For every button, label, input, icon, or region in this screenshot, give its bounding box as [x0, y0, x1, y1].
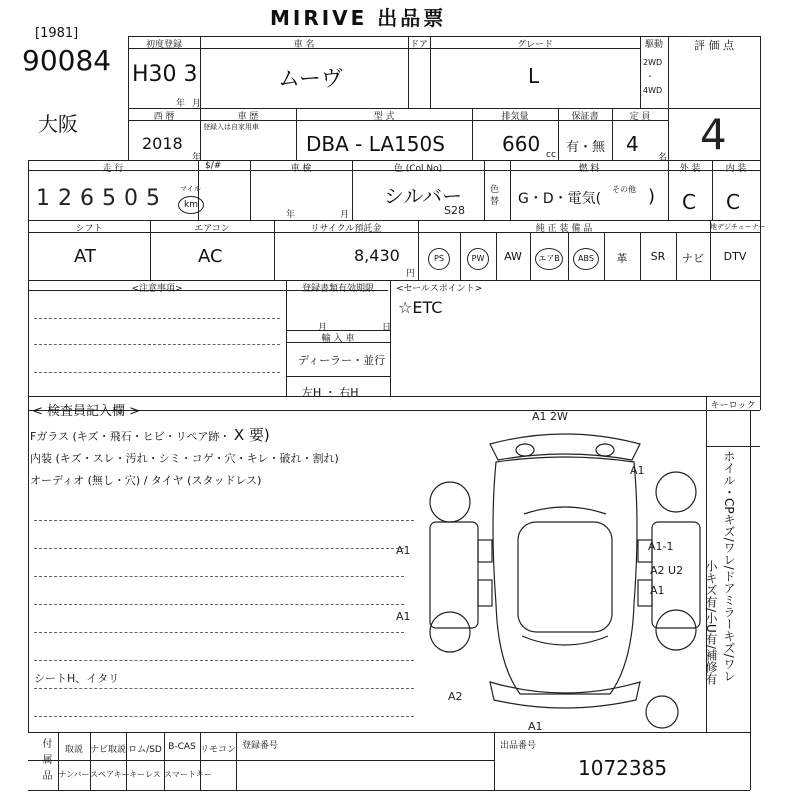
roof-outline — [518, 522, 612, 632]
equip-item: AW — [504, 250, 522, 263]
western-year-label: 西 暦 — [153, 112, 175, 122]
car-name-value: ムーヴ — [278, 67, 343, 92]
recycle-mark: $/# — [205, 161, 222, 171]
interior-label: 内 装 — [725, 164, 747, 174]
car-damage-diagram — [396, 404, 710, 734]
reg-month: 月 — [318, 323, 328, 333]
accessory-item: ナビ取説 — [90, 745, 127, 755]
color-code: S28 — [444, 204, 465, 217]
side-note-1: ホイル・CPキズ/ワレ/ドアミラーキズ/ワレ — [722, 450, 736, 682]
color-side-label: 色替 — [490, 185, 500, 207]
mileage-digit: 5 — [146, 186, 160, 211]
windshield-outline — [522, 636, 608, 645]
score-value: 4 — [700, 110, 727, 159]
glass-mark: X 要) — [233, 426, 270, 444]
color-value: シルバー — [384, 184, 463, 208]
accessory-item: 取説 — [64, 745, 83, 755]
reg-number-label: 登録番号 — [242, 741, 279, 751]
grade-value: L — [528, 64, 540, 88]
equip-abs-circle: ABS — [573, 248, 599, 270]
recycle-unit: 円 — [406, 269, 416, 279]
interior-value: C — [726, 190, 740, 214]
equip-item — [533, 246, 565, 270]
wheel-rear-left — [430, 482, 470, 522]
inspection-month: 月 — [340, 210, 350, 220]
year-unit: 年 — [176, 99, 186, 109]
capacity-label: 定 員 — [629, 112, 651, 122]
damage-mark: A1 2W — [532, 410, 568, 423]
steering-label: 左H ・ 右H — [302, 386, 359, 399]
equip-item — [570, 246, 602, 270]
import-label: 輸 入 車 — [321, 334, 355, 344]
mileage-label: 走 行 — [102, 164, 124, 174]
shift-label: シフト — [75, 224, 103, 234]
exhibit-number-value: 1072385 — [578, 756, 668, 780]
inspection-line-audio: オーディオ (無し・穴) / タイヤ (スタッドレス) — [30, 474, 262, 487]
recycle-value: 8,430 — [354, 246, 400, 265]
mileage-unit-text: km — [184, 200, 198, 210]
damage-mark: A1 — [528, 720, 543, 733]
displacement-value: 660 — [502, 132, 541, 156]
notes-label: <注意事項> — [131, 284, 183, 294]
car-name-label: 車 名 — [293, 40, 315, 50]
ac-label: エアコン — [194, 224, 230, 234]
sales-value: ☆ETC — [398, 298, 443, 317]
wheel-front-right — [656, 610, 696, 650]
accessory-item: リモコン — [200, 745, 237, 755]
mileage-unit — [178, 196, 204, 214]
color-label: 色 (Col.No) — [393, 164, 443, 174]
car-rear-outline — [490, 434, 640, 460]
side-note-2: 小キズ有/小U有/補修有 — [704, 560, 718, 685]
ac-value: AC — [198, 246, 223, 267]
model-label: 型 式 — [373, 112, 395, 122]
mile-note: マイル — [180, 185, 201, 193]
inspection-title: < 検査員記入欄 > — [32, 404, 141, 419]
accessory-item: ロム/SD — [128, 745, 162, 755]
damage-mark: A1 — [396, 610, 411, 623]
accessory-item: B-CAS — [168, 742, 196, 752]
fuel-label: 燃 料 — [578, 164, 600, 174]
door-label: ドア — [410, 40, 428, 50]
drive-dot: ・ — [646, 72, 654, 81]
equip-ps-circle: PS — [428, 248, 450, 270]
capacity-unit: 名 — [658, 153, 668, 163]
glass-text: Fガラス (キズ・飛石・ヒビ・リペア跡・ — [30, 430, 231, 443]
drive-label: 駆動 — [644, 40, 663, 50]
car-body-outline — [493, 457, 637, 694]
drive-4wd: 4WD — [643, 86, 663, 95]
equip-pw-circle: PW — [467, 248, 489, 270]
exterior-label: 外 装 — [679, 164, 701, 174]
accessory-item: スマートキー — [164, 770, 212, 779]
lot-bracket: [1981] — [35, 26, 79, 41]
equip-item — [463, 246, 493, 270]
equip-airbag-circle: エアB — [535, 248, 563, 270]
accessory-item: キーレス — [129, 770, 161, 779]
drive-2wd: 2WD — [643, 58, 663, 67]
mileage-digit: 2 — [58, 186, 72, 211]
mileage-digit: 0 — [124, 186, 138, 211]
document-title: MIRIVE 出品票 — [270, 6, 447, 30]
vehicle-id-label: 車 歴 — [237, 112, 259, 122]
mileage-digit: 5 — [102, 186, 116, 211]
inspection-line-interior: 内装 (キズ・スレ・汚れ・シミ・コゲ・穴・キレ・破れ・割れ) — [30, 452, 339, 465]
equip-item — [424, 246, 454, 270]
reg-day: 日 — [382, 323, 392, 333]
shift-value: AT — [74, 246, 96, 267]
mileage-digit: 1 — [36, 186, 50, 211]
fuel-close: ) — [648, 186, 656, 207]
month-unit: 月 — [192, 99, 202, 109]
tuner-label: 地デジチューナー — [710, 223, 766, 231]
wheel-rear-right — [656, 472, 696, 512]
spare-wheel — [646, 696, 678, 728]
lot-number: 90084 — [22, 44, 112, 77]
recycle-label: リサイクル預託金 — [310, 224, 382, 234]
inspection-line-glass — [30, 424, 270, 445]
equip-item: ナビ — [682, 252, 704, 265]
damage-mark: A1-1 — [648, 540, 674, 553]
location: 大阪 — [38, 112, 78, 136]
front-bumper — [490, 682, 640, 708]
keylock-label: キーロック — [710, 401, 756, 411]
inspection-year: 年 — [286, 210, 296, 220]
grade-label: グレード — [516, 40, 553, 50]
damage-mark: A1 — [650, 584, 665, 597]
equip-item: SR — [650, 250, 666, 263]
sales-label: <セールスポイント> — [396, 284, 483, 294]
wheel-front-left — [430, 612, 470, 652]
western-year-value: 2018 — [142, 134, 183, 153]
rear-window-outline — [524, 507, 606, 514]
model-value: DBA - LA150S — [306, 132, 445, 156]
inspection-label: 車 検 — [290, 164, 312, 174]
dealer-label: ディーラー・並行 — [298, 354, 386, 367]
damage-mark: A2 U2 — [650, 564, 684, 577]
cc-unit: cc — [546, 150, 556, 160]
fuel-other: その他 — [612, 185, 636, 194]
fuel-value: G・D・電気( — [518, 191, 602, 207]
reg-deadline-label: 登録書類有効期限 — [301, 284, 374, 294]
vehicle-id-note: 登録入は自家用車 — [203, 123, 259, 131]
equip-label: 純 正 装 備 品 — [535, 224, 593, 234]
western-year-unit: 年 — [192, 153, 202, 163]
handwritten-note: シートH、イタリ — [34, 672, 120, 685]
damage-mark: A1 — [630, 464, 645, 477]
damage-mark: A2 — [448, 690, 463, 703]
damage-mark: A1 — [396, 544, 411, 557]
first-reg-label: 初度登録 — [145, 40, 182, 50]
mileage-digits — [32, 186, 164, 211]
exterior-value: C — [682, 190, 696, 214]
accessory-item: ナンバー — [58, 770, 90, 779]
warranty-label: 保証書 — [571, 112, 599, 122]
equip-item: 革 — [616, 252, 628, 265]
score-label: 評 価 点 — [694, 39, 734, 52]
accessories-label: 付属品 — [40, 738, 51, 786]
accessory-item: スペアキー — [90, 770, 130, 779]
capacity-value: 4 — [626, 132, 639, 156]
first-reg-value: H30 3 — [132, 62, 198, 87]
mileage-digit: 6 — [80, 186, 94, 211]
exhibit-number-label: 出品番号 — [500, 741, 537, 751]
displacement-label: 排気量 — [501, 112, 529, 122]
equip-item: DTV — [723, 250, 747, 263]
warranty-value: 有・無 — [566, 140, 606, 155]
